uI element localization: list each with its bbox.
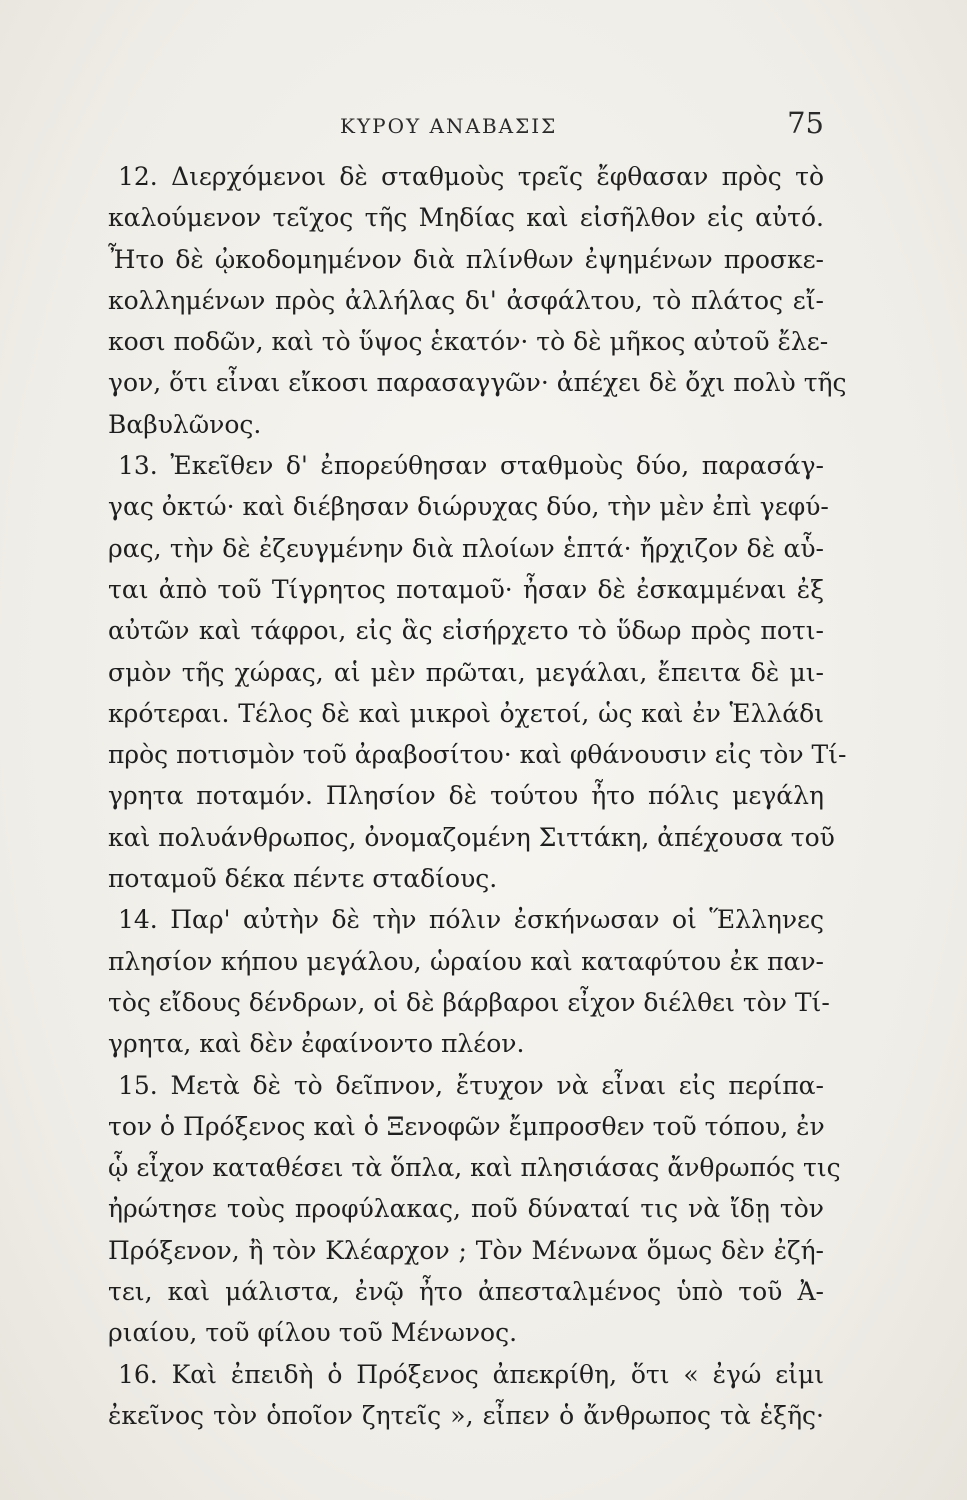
text-line: κολλημένων πρὸς ἀλλήλας δι' ἀσφάλτου, τὸ πλάτος εἴ- — [108, 285, 824, 315]
text-line: ἐκεῖνος τὸν ὁποῖον ζητεῖς », εἶπεν ὁ ἄνθρωπος τὰ ἑξῆς· — [108, 1400, 824, 1430]
text-line: 16. Καὶ ἐπειδὴ ὁ Πρόξενος ἀπεκρίθη, ὅτι « ἐγώ εἰμι — [118, 1359, 824, 1389]
text-line: σμὸν τῆς χώρας, αἱ μὲν πρῶται, μεγάλαι, ἔπειτα δὲ μι- — [108, 657, 824, 687]
text-line: 15. Μετὰ δὲ τὸ δεῖπνον, ἔτυχον νὰ εἶναι εἰς περίπα- — [118, 1070, 824, 1100]
text-line: ᾧ εἶχον καταθέσει τὰ ὅπλα, καὶ πλησιάσας ἄνθρωπός τις — [108, 1153, 841, 1183]
text-line: γας ὀκτώ· καὶ διέβησαν διώρυχας δύο, τὴν μὲν ἐπὶ γεφύ- — [108, 492, 829, 522]
body-text — [108, 156, 847, 1436]
text-line: Ἦτο δὲ ᾠκοδομημένον διὰ πλίνθων ἐψημένων προσκε- — [108, 244, 824, 274]
text-line: ρας, τὴν δὲ ἐζευγμένην διὰ πλοίων ἑπτά· ἤρχιζον δὲ αὗ- — [108, 533, 824, 563]
text-line: κρότεραι. Τέλος δὲ καὶ μικροὶ ὀχετοί, ὡς καὶ ἐν Ἑλλάδι — [108, 698, 824, 728]
text-line: αὐτῶν καὶ τάφροι, εἰς ἃς εἰσήρχετο τὸ ὕδωρ πρὸς ποτι- — [108, 616, 824, 646]
text-line: τὸς εἴδους δένδρων, οἱ δὲ βάρβαροι εἶχον διέλθει τὸν Τί- — [108, 987, 830, 1017]
text-line: καλούμενον τεῖχος τῆς Μηδίας καὶ εἰσῆλθον εἰς αὐτό. — [108, 203, 824, 233]
text-line: γρητα ποταμόν. Πλησίον δὲ τούτου ἦτο πόλις μεγάλη — [108, 781, 824, 811]
text-line: τει, καὶ μάλιστα, ἐνῷ ἦτο ἀπεσταλμένος ὑπὸ τοῦ Ἀ- — [108, 1277, 824, 1307]
text-line: Βαβυλῶνος. — [108, 409, 262, 439]
text-line: 13. Ἐκεῖθεν δ' ἐπορεύθησαν σταθμοὺς δύο, παρασάγ- — [118, 451, 824, 481]
text-line: ἠρώτησε τοὺς προφύλακας, ποῦ δύναταί τις νὰ ἴδῃ τὸν — [108, 1194, 824, 1224]
text-line: Πρόξενον, ἢ τὸν Κλέαρχον ; Τὸν Μένωνα ὅμως δὲν ἐζή- — [108, 1235, 824, 1265]
text-line: τον ὁ Πρόξενος καὶ ὁ Ξενοφῶν ἔμπροσθεν τοῦ τόπου, ἐν — [108, 1111, 825, 1141]
text-line: γρητα, καὶ δὲν ἐφαίνοντο πλέον. — [108, 1029, 525, 1059]
text-line: καὶ πολυάνθρωπος, ὀνομαζομένη Σιττάκη, ἀπέχουσα τοῦ — [108, 822, 835, 852]
page-header — [108, 104, 824, 144]
text-line: ται ἀπὸ τοῦ Τίγρητος ποταμοῦ· ἦσαν δὲ ἐσκαμμέναι ἐξ — [108, 574, 824, 604]
text-line: ριαίου, τοῦ φίλου τοῦ Μένωνος. — [108, 1318, 518, 1348]
text-line: πλησίον κήπου μεγάλου, ὡραίου καὶ καταφύτου ἐκ παν- — [108, 946, 824, 976]
text-line: κοσι ποδῶν, καὶ τὸ ὕψος ἑκατόν· τὸ δὲ μῆκος αὐτοῦ ἔλε- — [108, 327, 829, 357]
page-number: 75 — [787, 106, 824, 140]
text-line: γον, ὅτι εἶναι εἴκοσι παρασαγγῶν· ἀπέχει δὲ ὄχι πολὺ τῆς — [108, 368, 847, 398]
running-head: ΚΥΡΟΥ ΑΝΑΒΑΣΙΣ — [340, 114, 558, 138]
text-line: ποταμοῦ δέκα πέντε σταδίους. — [108, 864, 498, 894]
text-line: 14. Παρ' αὐτὴν δὲ τὴν πόλιν ἐσκήνωσαν οἱ Ἕλληνες — [118, 905, 824, 935]
text-line: πρὸς ποτισμὸν τοῦ ἀραβοσίτου· καὶ φθάνουσιν εἰς τὸν Τί- — [108, 740, 847, 770]
text-line: 12. Διερχόμενοι δὲ σταθμοὺς τρεῖς ἔφθασαν πρὸς τὸ — [118, 162, 824, 191]
